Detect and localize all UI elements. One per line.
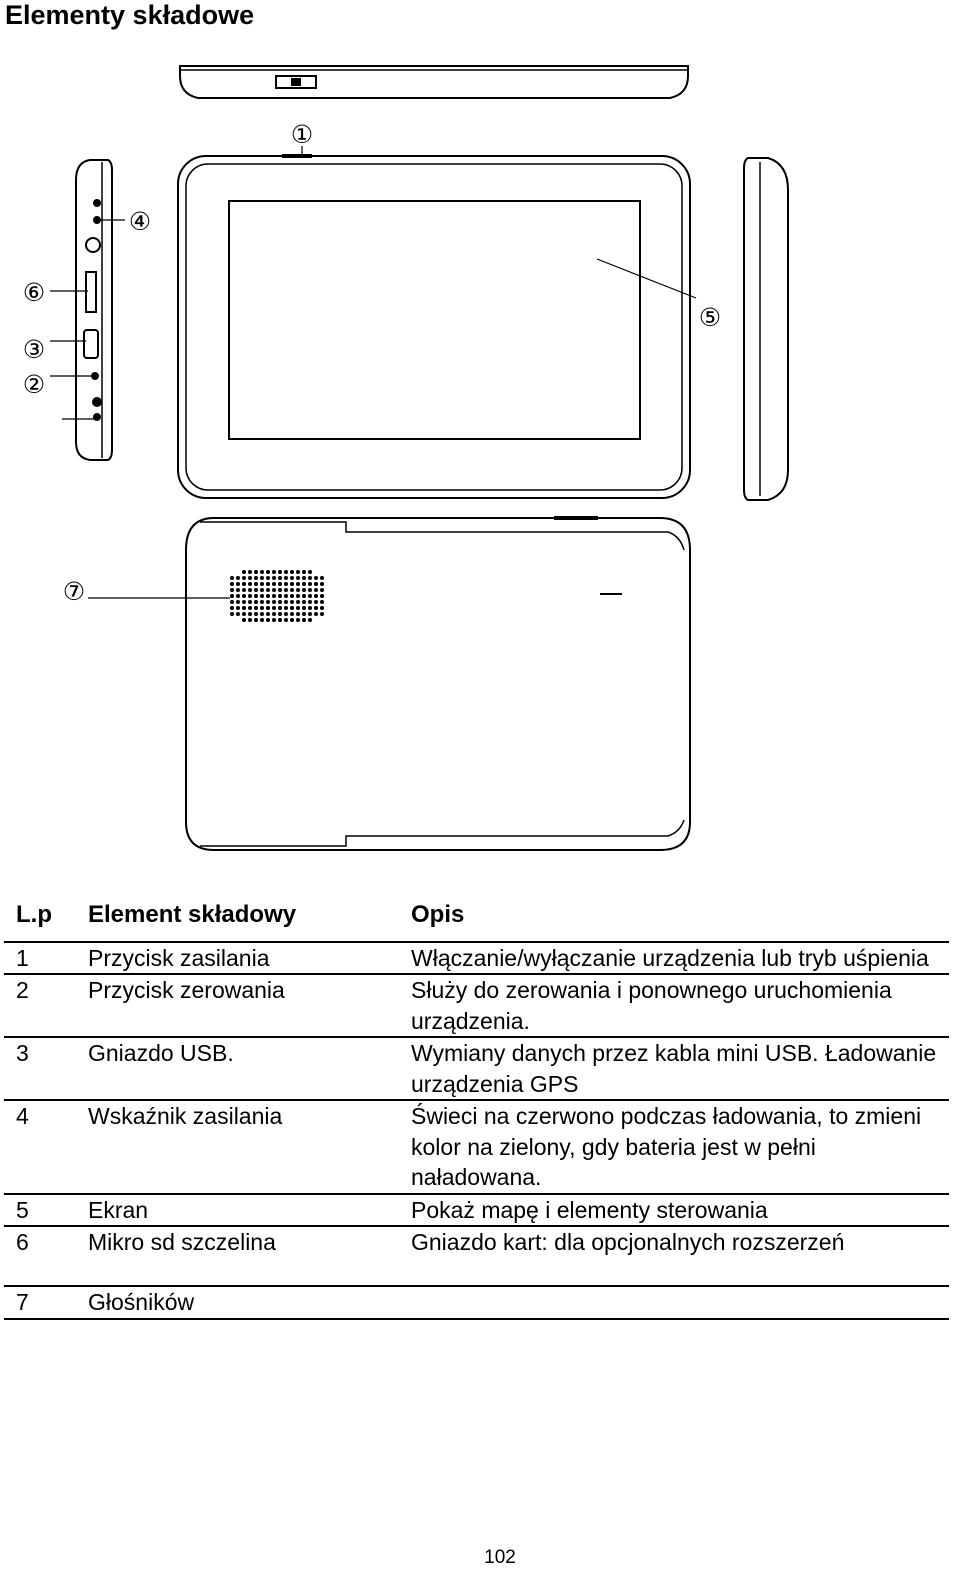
components-table: [4, 900, 949, 1320]
row-desc: Świeci na czerwono podczas ładowania, to zmieni kolor na zielony, gdy bateria jest w pełni naładowana.: [411, 1103, 922, 1190]
device-diagram: [0, 50, 960, 860]
table-row: [4, 1286, 949, 1319]
row-num: 2: [16, 977, 29, 1003]
row-element: Przycisk zerowania: [88, 977, 285, 1003]
table-row: [4, 1037, 949, 1100]
callout-5: ⑤: [698, 303, 722, 332]
row-desc: Służy do zerowania i ponownego uruchomienia urządzenia.: [411, 977, 892, 1034]
row-element: Ekran: [88, 1196, 149, 1223]
page-title: Elementy składowe: [5, 0, 255, 30]
row-desc: Włączanie/wyłączanie urządzenia lub tryb uśpienia: [411, 944, 929, 971]
device-right-side-view: [744, 158, 788, 500]
row-element: Głośników: [88, 1289, 195, 1315]
row-element: Gniazdo USB.: [88, 1040, 234, 1066]
row-desc: Pokaż mapę i elementy sterowania: [411, 1196, 768, 1223]
row-num: 3: [16, 1040, 29, 1066]
row-num: 1: [16, 944, 29, 971]
page-number: 102: [484, 1547, 516, 1568]
row-element: Przycisk zasilania: [88, 944, 270, 971]
row-element: Wskaźnik zasilania: [88, 1103, 283, 1129]
table-row: [4, 974, 949, 1037]
callout-2: ②: [22, 370, 46, 399]
row-num: 4: [16, 1103, 29, 1129]
table-row: [4, 1226, 949, 1286]
row-desc: [411, 1286, 949, 1319]
row-element: Mikro sd szczelina: [88, 1229, 276, 1255]
row-num: 7: [16, 1289, 29, 1315]
header-desc: Opis: [411, 901, 465, 928]
callout-1: ①: [290, 120, 314, 149]
table-row: [4, 1100, 949, 1194]
table-header-row: [4, 900, 949, 942]
table-row: [4, 942, 949, 975]
table-row: [4, 1194, 949, 1227]
device-front-view: [178, 156, 690, 498]
speaker-grille: [230, 570, 324, 622]
callout-7: ⑦: [62, 577, 86, 606]
row-desc: Gniazdo kart: dla opcjonalnych rozszerzeń: [411, 1229, 845, 1255]
device-back-view: [186, 518, 690, 850]
row-num: 5: [16, 1196, 29, 1223]
callout-6: ⑥: [22, 278, 46, 307]
callout-4: ④: [128, 207, 152, 236]
header-element: Element składowy: [88, 901, 297, 928]
row-desc: Wymiany danych przez kabla mini USB. Ładowanie urządzenia GPS: [411, 1040, 937, 1097]
header-num: L.p: [16, 901, 52, 928]
device-top-view: [180, 66, 688, 98]
device-left-side-view: [76, 160, 112, 460]
callout-3: ③: [22, 335, 46, 364]
row-num: 6: [16, 1229, 29, 1255]
